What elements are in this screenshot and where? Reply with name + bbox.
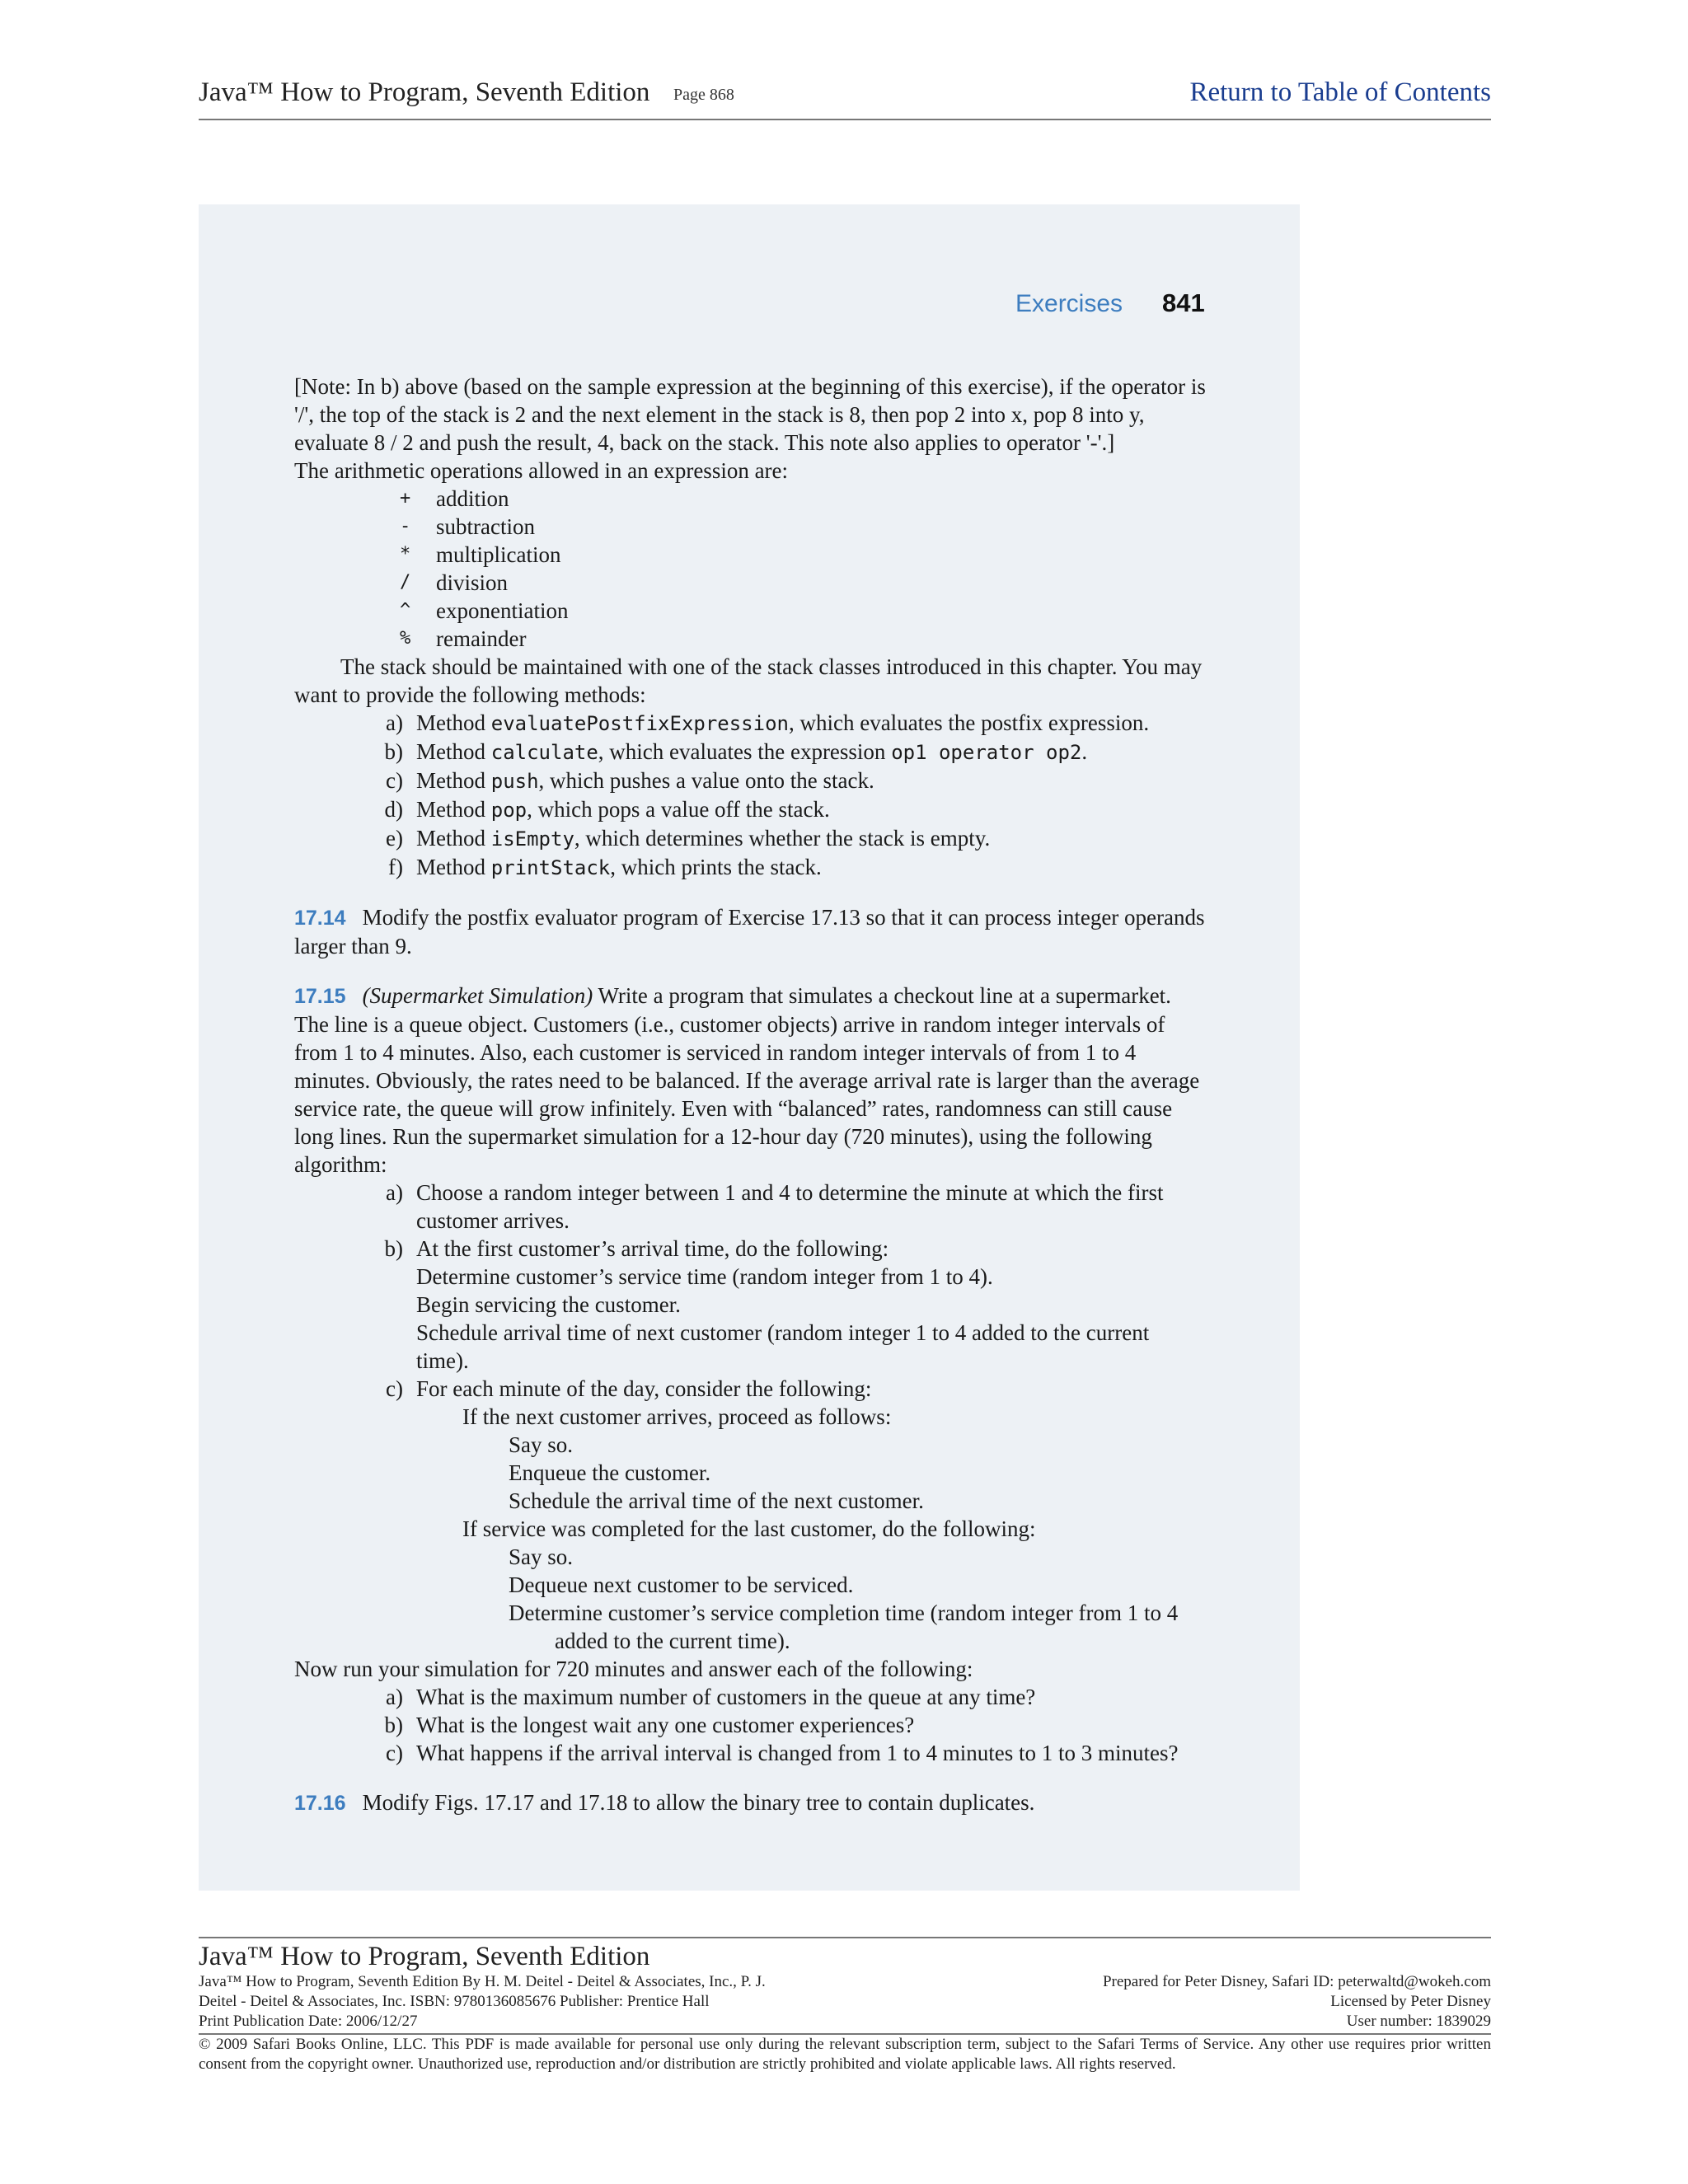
list-item: * multiplication [400,542,561,567]
list-item: + addition [400,486,509,511]
page-content [294,373,1206,1817]
page-number-label: Page 868 [673,86,734,104]
footer-book-info: Java™ How to Program, Seventh Edition By H. M. Deitel - Deitel & Associates, Inc., P. J. [199,1973,766,1990]
page-footer [199,1937,1491,2074]
list-item: c) What happens if the arrival interval is changed from 1 to 4 minutes to 1 to 3 minutes? [386,1741,1179,1765]
footer-user-number: User number: 1839029 [1346,2013,1491,2030]
exercise-number: 17.15 [294,985,346,1008]
list-item: c) For each minute of the day, consider the following: If the next customer arrives, proceed as follows: Say so. Enqueue the customer. Schedule the arrival time of the next customer. If service was completed for the last customer, do the following: Say so. Dequeue next customer to be serviced. Determine customer’s service completion time (random integer from 1 to 4 added to the current time). [386,1376,1179,1653]
stack-paragraph: The stack should be maintained with one of the stack classes introduced in this chapter. You may want to provide the following methods: [294,654,1203,707]
algorithm-list [367,1179,1206,1655]
running-head-page-number: 841 [1162,288,1205,317]
exercise-number: 17.16 [294,1792,346,1815]
operator-list [400,485,1206,653]
list-item: f) Method printStack, which prints the stack. [388,855,822,879]
list-item: c) Method push, which pushes a value onto the stack. [386,768,874,793]
exercise-title: (Supermarket Simulation) [362,983,593,1008]
page-header [199,73,1491,120]
footer-pub-date: Print Publication Date: 2006/12/27 [199,2013,418,2030]
footer-licensed-by: Licensed by Peter Disney [1330,1993,1491,2010]
list-item: ^ exponentiation [400,598,569,623]
question-list [367,1683,1206,1767]
exercise-17-16: 17.16 Modify Figs. 17.17 and 17.18 to allow the binary tree to contain duplicates. [294,1790,1035,1815]
operations-intro: The arithmetic operations allowed in an expression are: [294,458,789,483]
footer-prepared-for: Prepared for Peter Disney, Safari ID: peterwaltd@wokeh.com [1102,1973,1491,1990]
run-simulation-paragraph: Now run your simulation for 720 minutes and answer each of the following: [294,1657,973,1681]
exercise-17-15: 17.15 (Supermarket Simulation) Write a program that simulates a checkout line at a supermarket. The line is a queue object. Customers (i.e., customer objects) arrive in random integer intervals of from 1 to 4 minutes. Also, each customer is serviced in random integer intervals of from 1 to 4 minutes. Obviously, the rates need to be balanced. If the average arrival rate is larger than the average service rate, the queue will grow infinitely. Even with “balanced” rates, randomness can still cause long lines. Run the supermarket simulation for a 12-hour day (720 minutes), using the following algorithm: [294,983,1200,1177]
exercise-17-14: 17.14 Modify the postfix evaluator program of Exercise 17.13 so that it can process integer operands larger than 9. [294,905,1205,958]
exercise-number: 17.14 [294,907,346,930]
book-title: Java™ How to Program, Seventh Edition [199,77,650,107]
list-item: / division [400,570,509,595]
list-item: b) Method calculate, which evaluates the expression op1 operator op2. [384,739,1088,764]
list-item: b) At the first customer’s arrival time, do the following: Determine customer’s service time (random integer from 1 to 4). Begin servicing the customer. Schedule arrival time of next customer (random integer 1 to 4 added to the current time). [384,1236,1150,1373]
list-item: a) Choose a random integer between 1 and 4 to determine the minute at which the first customer arrives. [386,1180,1164,1233]
footer-copyright: © 2009 Safari Books Online, LLC. This PDF is made available for personal use only during the relevant subscription term, subject to the Safari Terms of Service. Any other use requires prior written consent from the copyright owner. Unauthorized use, reproduction and/or distribution are strictly prohibited and violate applicable laws. All rights reserved. [199,2036,1491,2073]
return-to-toc-link[interactable]: Return to Table of Contents [1189,77,1491,107]
method-list [367,709,1206,882]
list-item: d) Method pop, which pops a value off the stack. [384,797,830,822]
list-item: a) Method evaluatePostfixExpression, which evaluates the postfix expression. [386,710,1150,735]
running-head-section: Exercises [1015,290,1123,317]
note-paragraph: [Note: In b) above (based on the sample expression at the beginning of this exercise), if the operator is '/', the top of the stack is 2 and the next element in the stack is 8, then pop 2 into x, pop 8 into y, evaluate 8 / 2 and push the result, 4, back on the stack. This note also applies to operator '-'.] [294,374,1206,455]
list-item: % remainder [400,626,527,651]
list-item: a) What is the maximum number of customers in the queue at any time? [386,1685,1036,1709]
footer-isbn: Deitel - Deitel & Associates, Inc. ISBN: 9780136085676 Publisher: Prentice Hall [199,1993,710,2010]
list-item: - subtraction [400,514,535,539]
list-item: e) Method isEmpty, which determines whether the stack is empty. [386,826,991,851]
footer-title: Java™ How to Program, Seventh Edition [199,1942,650,1971]
list-item: b) What is the longest wait any one customer experiences? [384,1713,915,1737]
